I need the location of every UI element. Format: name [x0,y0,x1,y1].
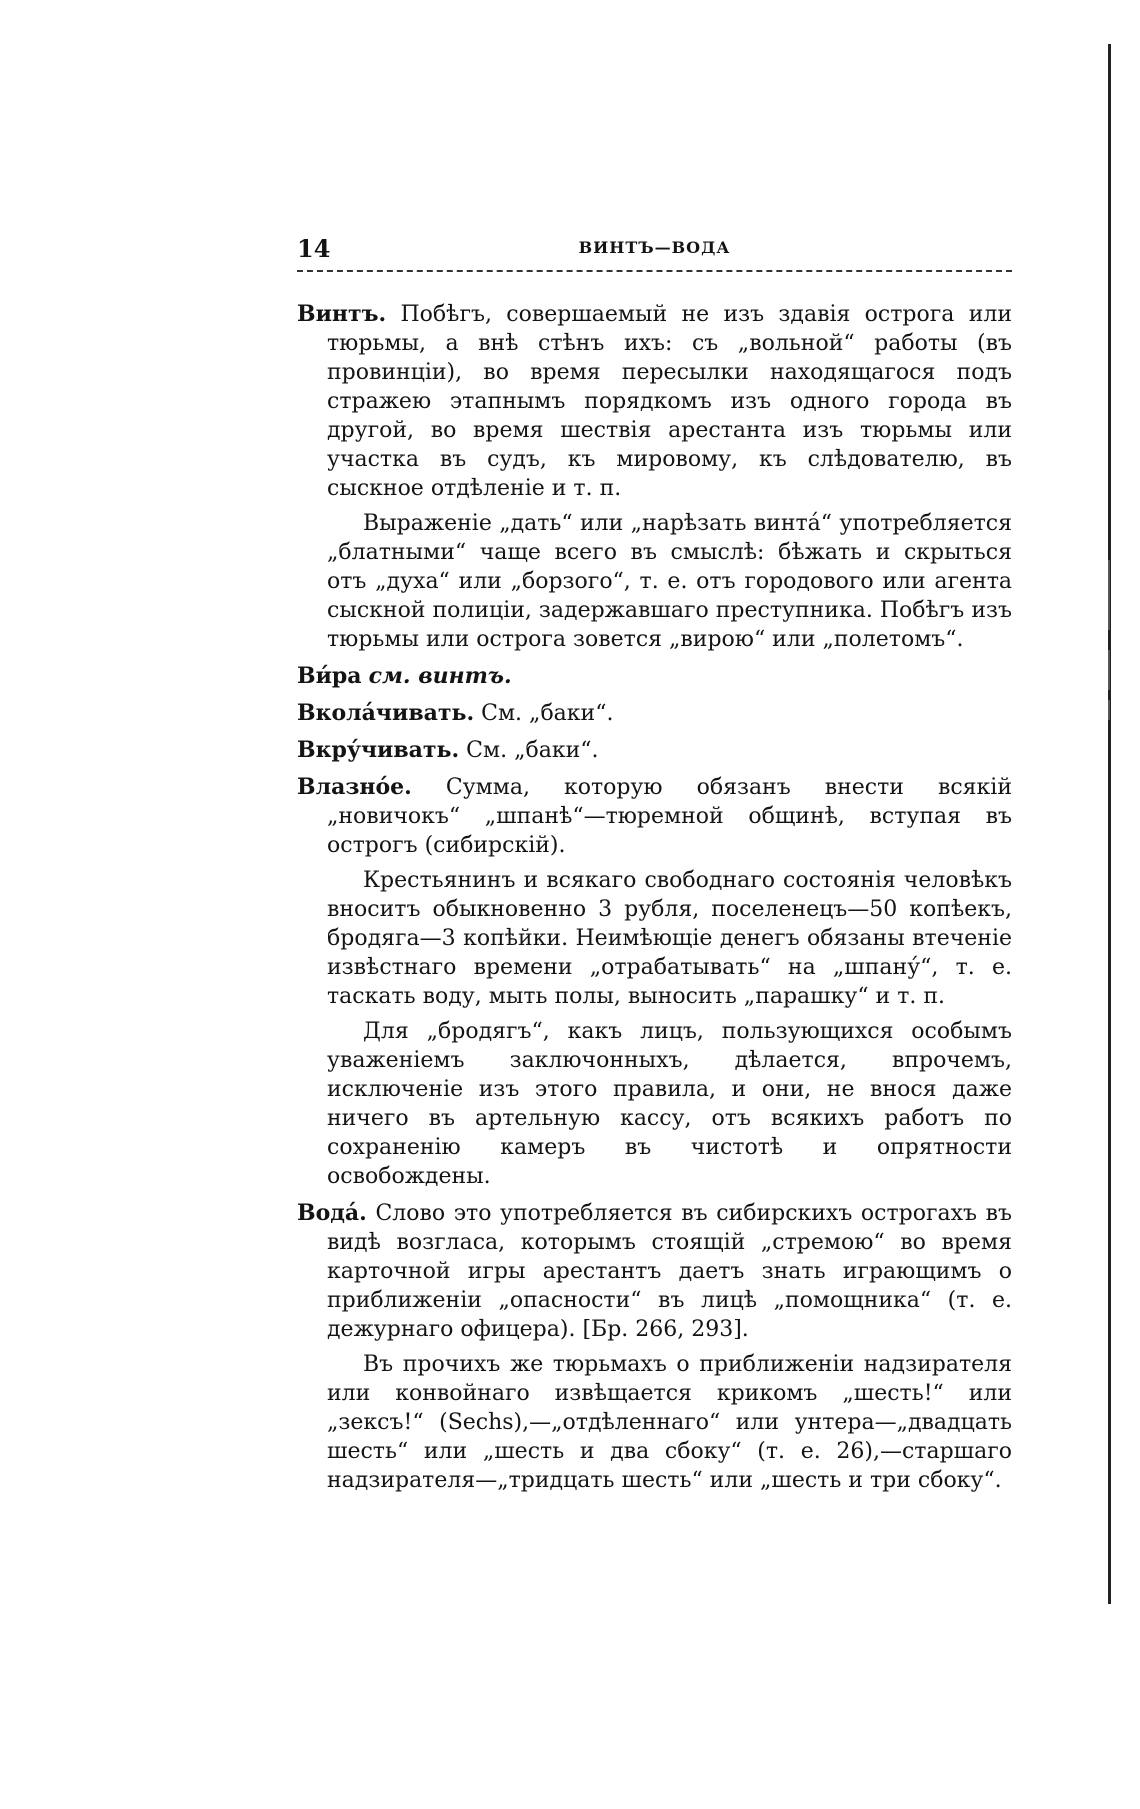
headword: Ви́ра [297,663,362,689]
definition: См. „баки“. [466,738,599,763]
definition: Побѣгъ, совершаемый не изъ здавія острога или тюрьмы, а внѣ стѣнъ ихъ: съ „вольной“ работы (въ провинціи), во время пересылки находящагося подъ стражею этапнымъ порядкомъ изъ одного города въ другой, во время шествія арестанта изъ тюрьмы или участка въ судъ, къ мировому, къ слѣдователю, въ сыскное отдѣленіе и т. п. [327,302,1012,501]
definition: Сумма, которую обязанъ внести всякій „новичокъ“ „шпанѣ“—тюремной общинѣ, вступая въ острогъ (сибирскій). [327,775,1012,858]
margin-mark [1108,650,1110,690]
entry-vkolachivat [297,699,1012,728]
margin-mark [1108,700,1110,720]
page-number: 14 [297,234,331,263]
entry-voda [297,1199,1012,1495]
headword: Вкола́чивать. [297,700,475,726]
entry-vira [297,662,1012,691]
entry-vkruchivat [297,736,1012,765]
headword: Влазно́е. [297,774,412,800]
entry-vint [297,300,1012,654]
running-title: ВИНТЪ—ВОДА [578,238,731,257]
dictionary-entries [297,300,1012,1495]
entry-vlaznoe [297,773,1012,1191]
headword: Винтъ. [297,301,387,327]
book-page [297,234,1012,1503]
headword: Вкру́чивать. [297,737,460,763]
entry-paragraph: Въ прочихъ же тюрьмахъ о приближеніи надзирателя или конвойнаго извѣщается крикомъ „шесть!“ или „зексъ!“ (Sechs),—„отдѣленнаго“ или унтера—„двадцать шесть“ или „шесть и два сбоку“ (т. е. 26),—старшаго надзирателя—„тридцать шесть“ или „шесть и три сбоку“. [327,1352,1012,1493]
definition: Слово это употребляется въ сибирскихъ острогахъ въ видѣ возгласа, которымъ стоящій „стремою“ во время карточной игры арестантъ даетъ знать играющимъ о приближеніи „опасности“ въ лицѣ „помощника“ (т. е. дежурнаго офицера). [Бр. 266, 293]. [327,1201,1012,1342]
page-edge-rule [1108,44,1111,1604]
margin-mark [1108,560,1110,630]
definition: См. „баки“. [481,701,614,726]
entry-paragraph: Крестьянинъ и всякаго свободнаго состоянія человѣкъ вноситъ обыкновенно 3 рубля, поселенецъ—50 копѣекъ, бродяга—3 копѣйки. Неимѣющіе денегъ обязаны втеченіе извѣстнаго времени „отрабатывать“ на „шпану́“, т. е. таскать воду, мыть полы, выносить „парашку“ и т. п. [327,868,1012,1009]
definition: см. винтъ. [368,663,512,689]
headword: Вода́. [297,1200,367,1226]
entry-paragraph: Выраженіе „дать“ или „нарѣзать винта́“ употребляется „блатными“ чаще всего въ смыслѣ: бѣжать и скрыться отъ „духа“ или „борзого“, т. е. отъ городового или агента сыскной полиціи, задержавшаго преступника. Побѣгъ изъ тюрьмы или острога зовется „вирою“ или „полетомъ“. [327,511,1012,652]
entry-paragraph: Для „бродягъ“, какъ лицъ, пользующихся особымъ уваженіемъ заключонныхъ, дѣлается, впрочемъ, исключеніе изъ этого правила, и они, не внося даже ничего въ артельную кассу, отъ всякихъ работъ по сохраненію камеръ въ чистотѣ и опрятности освобождены. [327,1019,1012,1189]
running-head [297,234,1012,272]
